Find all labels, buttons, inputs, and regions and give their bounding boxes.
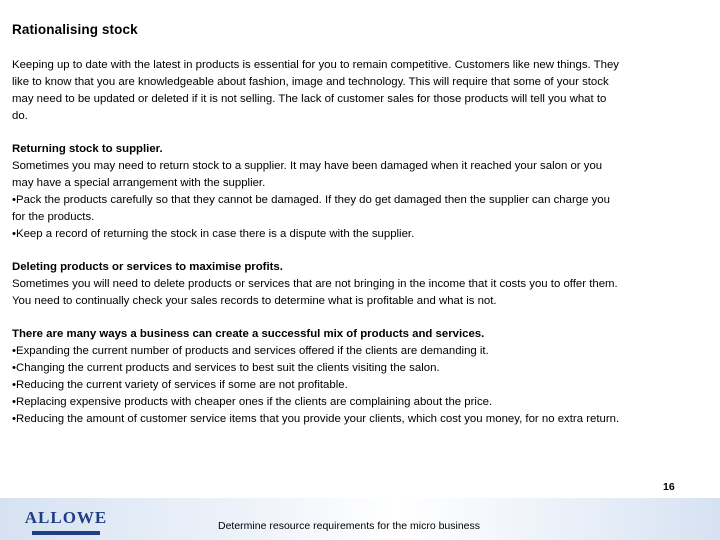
- returning-heading: Returning stock to supplier.: [12, 143, 163, 155]
- mix-section: [12, 326, 712, 428]
- body-content: [12, 57, 712, 444]
- returning-line: Sometimes you may need to return stock to a supplier. It may have been damaged when it reached your salon or you: [12, 160, 603, 172]
- mix-heading: There are many ways a business can create a successful mix of products and services.: [12, 328, 485, 340]
- mix-line: •Expanding the current number of products and services offered if the clients are demanding it.: [12, 345, 489, 357]
- page-title: Rationalising stock: [12, 22, 138, 37]
- footer-caption: Determine resource requirements for the micro business: [218, 520, 481, 532]
- deleting-line: You need to continually check your sales records to determine what is profitable and what is not.: [12, 295, 497, 307]
- mix-line: •Changing the current products and services to best suit the clients visiting the salon.: [12, 362, 440, 374]
- deleting-line: Sometimes you will need to delete products or services that are not bringing in the income that it costs you to offer them.: [12, 278, 618, 290]
- intro-paragraph: [12, 57, 712, 125]
- intro-line: may need to be updated or deleted if it is not selling. The lack of customer sales for those products will tell you what to: [12, 93, 607, 105]
- mix-line: •Replacing expensive products with cheaper ones if the clients are complaining about the price.: [12, 396, 493, 408]
- logo-underline: [32, 531, 100, 535]
- returning-section: [12, 141, 712, 243]
- page-number: 16: [663, 481, 675, 493]
- allowe-logo: [12, 508, 120, 538]
- returning-line: •Pack the products carefully so that they cannot be damaged. If they do get damaged then the supplier can charge you: [12, 194, 610, 206]
- mix-line: •Reducing the amount of customer service items that you provide your clients, which cost you money, for no extra return.: [12, 413, 620, 425]
- returning-line: •Keep a record of returning the stock in case there is a dispute with the supplier.: [12, 228, 415, 240]
- mix-line: •Reducing the current variety of services if some are not profitable.: [12, 379, 348, 391]
- returning-line: may have a special arrangement with the supplier.: [12, 177, 266, 189]
- logo-text: ALLOWE: [24, 508, 108, 527]
- intro-line: like to know that you are knowledgeable about fashion, image and technology. This will require that some of your stock: [12, 76, 609, 88]
- intro-line: do.: [12, 110, 28, 122]
- intro-line: Keeping up to date with the latest in products is essential for you to remain competitive. Customers like new things. They: [12, 59, 619, 71]
- returning-line: for the products.: [12, 211, 95, 223]
- deleting-heading: Deleting products or services to maximise profits.: [12, 261, 283, 273]
- deleting-section: [12, 259, 712, 310]
